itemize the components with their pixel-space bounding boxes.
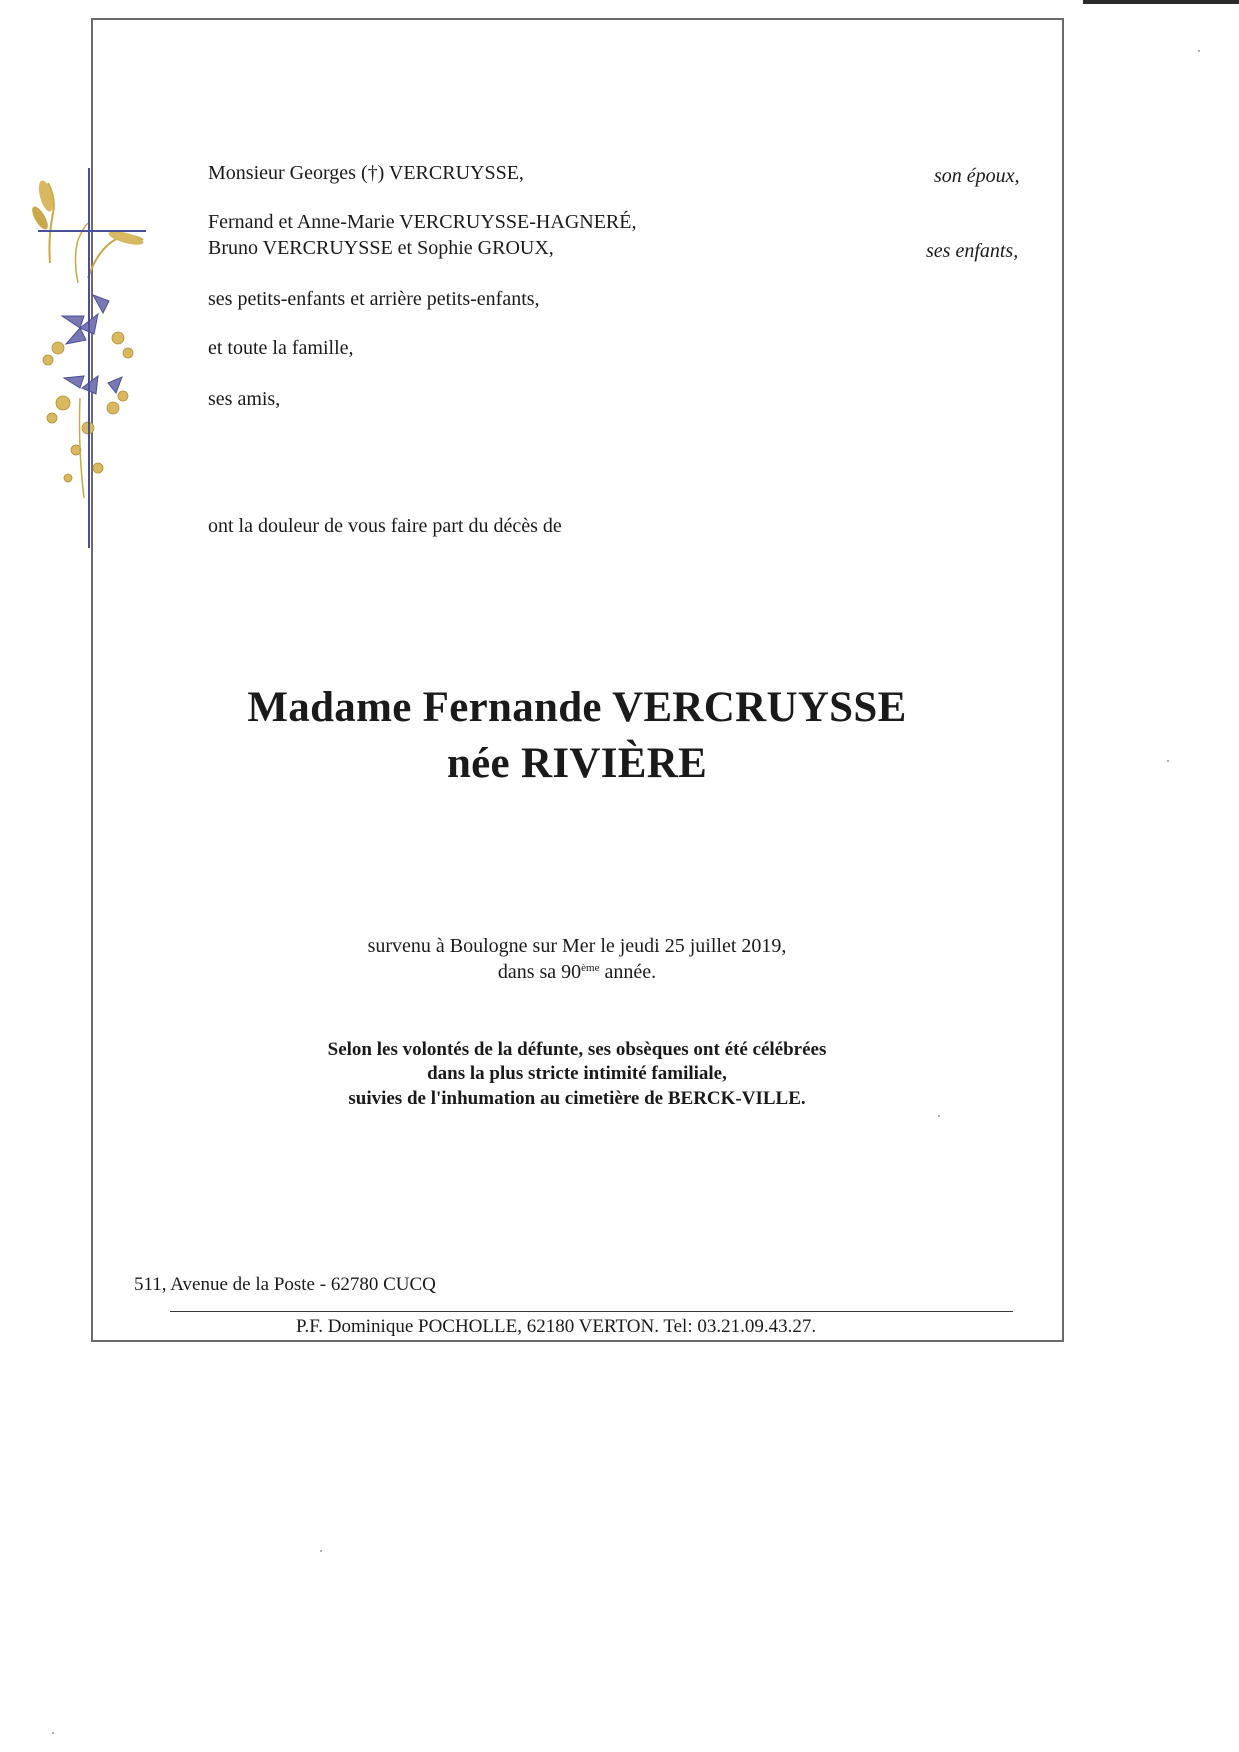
friends-line: ses amis, bbox=[208, 388, 281, 410]
funeral-line-1: Selon les volontés de la défunte, ses obsèques ont été célébrées bbox=[327, 1039, 827, 1060]
spouse-role: son époux, bbox=[934, 165, 1020, 187]
funeral-line-2: dans la plus stricte intimité familiale, bbox=[427, 1063, 727, 1084]
funeral-home-line: P.F. Dominique POCHOLLE, 62180 VERTON. Tel: 03.21.09.43.27. bbox=[296, 1316, 817, 1337]
funeral-line-3: suivies de l'inhumation au cimetière de BERCK-VILLE. bbox=[348, 1088, 806, 1109]
deceased-name: Madame Fernande VERCRUYSSE bbox=[247, 684, 907, 731]
announcement-line: ont la douleur de vous faire part du décès de bbox=[208, 515, 562, 537]
scan-speck bbox=[52, 1732, 54, 1734]
scan-speck bbox=[938, 1115, 940, 1117]
deceased-maiden-name: née RIVIÈRE bbox=[446, 740, 708, 787]
address-line: 511, Avenue de la Poste - 62780 CUCQ bbox=[134, 1274, 436, 1295]
scan-speck bbox=[1167, 760, 1169, 762]
children-line-1: Fernand et Anne-Marie VERCRUYSSE-HAGNERÉ, bbox=[208, 211, 637, 233]
death-details-line-1: survenu à Boulogne sur Mer le jeudi 25 juillet 2019, bbox=[367, 935, 787, 957]
age-prefix: dans sa 90 bbox=[497, 961, 582, 983]
age-suffix: année. bbox=[599, 961, 657, 983]
grandchildren-line: ses petits-enfants et arrière petits-enfants, bbox=[208, 288, 540, 310]
scan-speck bbox=[1198, 50, 1200, 52]
children-role: ses enfants, bbox=[926, 240, 1019, 262]
scan-speck bbox=[320, 1550, 322, 1552]
family-line: et toute la famille, bbox=[208, 337, 354, 359]
flower-spray-icon bbox=[29, 179, 145, 498]
children-line-2: Bruno VERCRUYSSE et Sophie GROUX, bbox=[208, 237, 554, 259]
scan-edge-mark bbox=[1083, 0, 1239, 4]
footer-divider bbox=[170, 1311, 1013, 1312]
spouse-name: Monsieur Georges (†) VERCRUYSSE, bbox=[208, 162, 524, 184]
death-details-line-2 bbox=[277, 961, 877, 983]
age-superscript: ème bbox=[581, 962, 600, 974]
cross-flower-decoration bbox=[18, 168, 148, 548]
